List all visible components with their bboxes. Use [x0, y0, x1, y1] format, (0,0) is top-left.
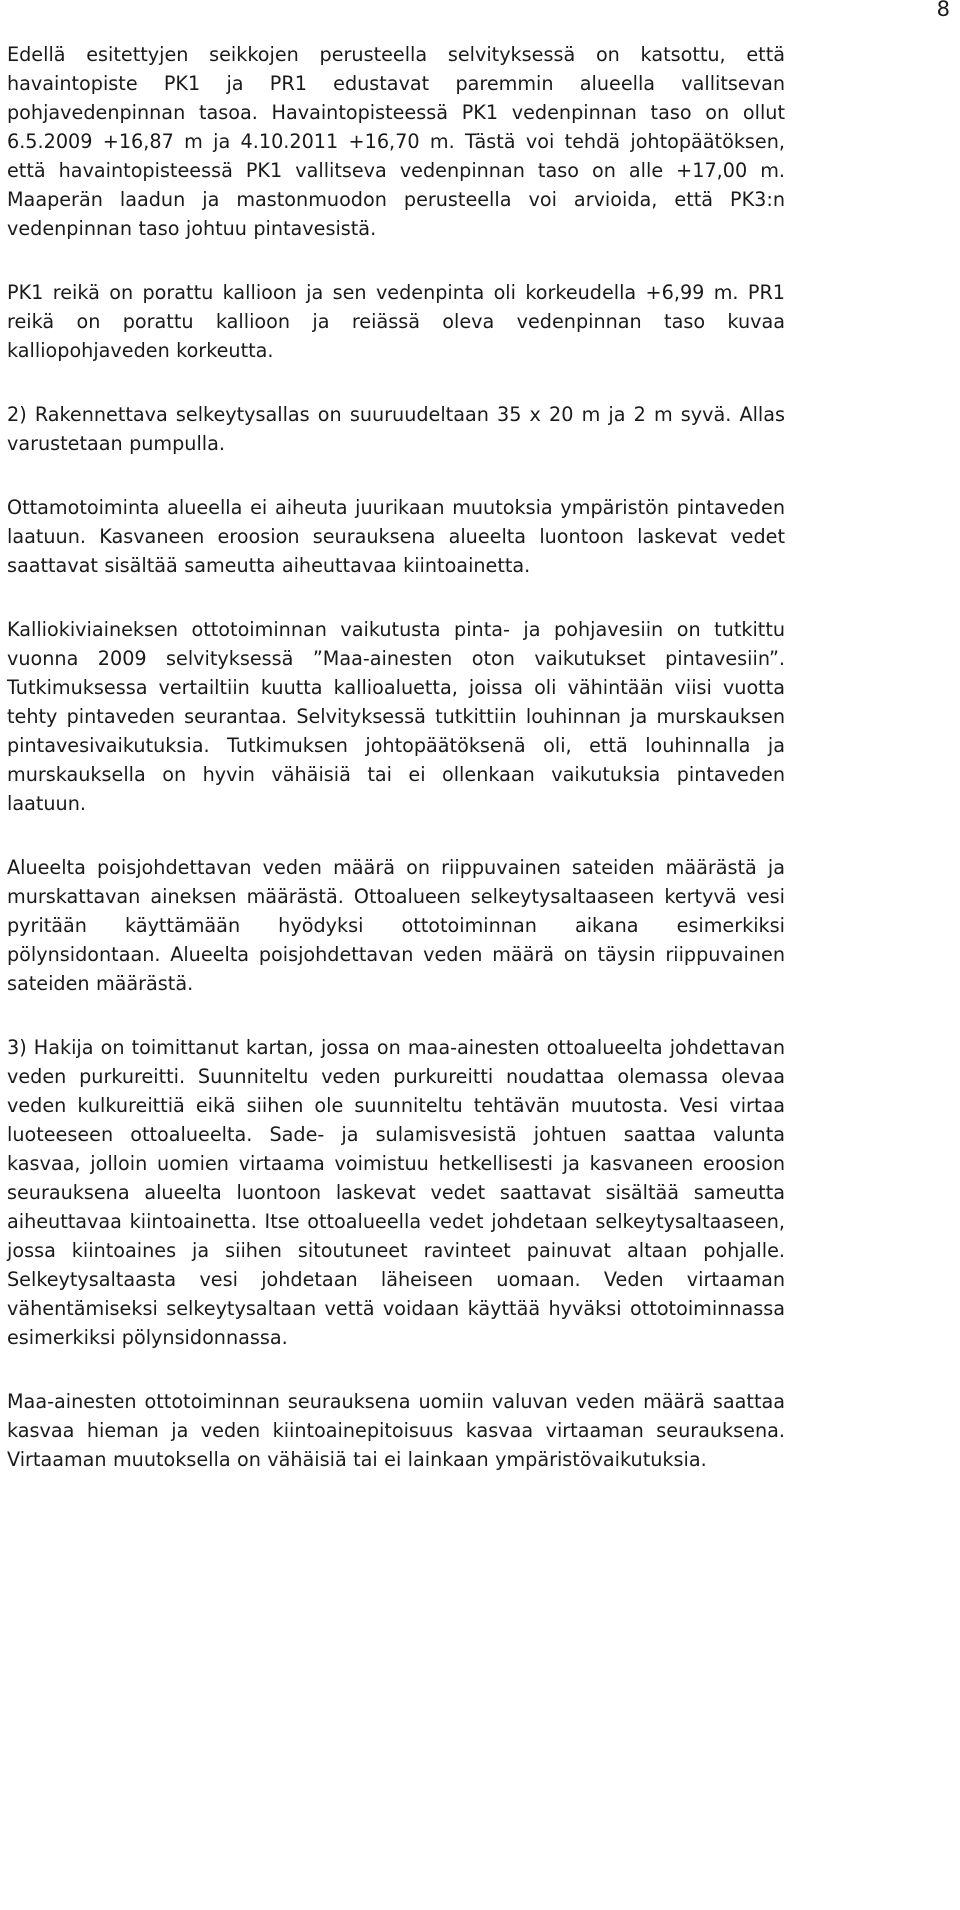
document-body [7, 40, 785, 1474]
paragraph-settling-pool: 2) Rakennettava selkeytysallas on suuruudeltaan 35 x 20 m ja 2 m syvä. Allas varustetaan pumpulla. [7, 403, 785, 455]
paragraph-study-2009: Kalliokiviaineksen ottotoiminnan vaikutusta pinta- ja pohjavesiin on tutkittu vuonna 2009 selvityksessä ”Maa-ainesten oton vaikutukset pintavesiin”. Tutkimuksessa vertailtiin kuutta kallioaluetta, joissa oli vähintään viisi vuotta tehty pintaveden seurantaa. Selvityksessä tutkittiin louhinnan ja murskauksen pintavesivaikutuksia. Tutkimuksen johtopäätöksenä oli, että louhinnalla ja murskauksella on hyvin vähäisiä tai ei ollenkaan vaikutuksia pintaveden laatuun. [7, 618, 785, 815]
paragraph-drainage-volume: Alueelta poisjohdettavan veden määrä on riippuvainen sateiden määrästä ja murskattavan aineksen määrästä. Ottoalueen selkeytysaltaaseen kertyvä vesi pyritään käyttämään hyödyksi ottotoiminnan aikana esimerkiksi pölynsidontaan. Alueelta poisjohdettavan veden määrä on täysin riippuvainen sateiden määrästä. [7, 856, 785, 995]
paragraph-flow-effects: Maa-ainesten ottotoiminnan seurauksena uomiin valuvan veden määrä saattaa kasvaa hieman ja veden kiintoainepitoisuus kasvaa virtaaman seurauksena. Virtaaman muutoksella on vähäisiä tai ei lainkaan ympäristövaikutuksia. [7, 1390, 785, 1471]
paragraph-borehole-levels: PK1 reikä on porattu kallioon ja sen vedenpinta oli korkeudella +6,99 m. PR1 reikä on porattu kallioon ja reiässä oleva vedenpinnan taso kuvaa kalliopohjaveden korkeutta. [7, 281, 785, 362]
paragraph-groundwater-level: Edellä esitettyjen seikkojen perusteella selvityksessä on katsottu, että havaintopiste PK1 ja PR1 edustavat paremmin alueella vallitsevan pohjavedenpinnan tasoa. Havaintopisteessä PK1 vedenpinnan taso on ollut 6.5.2009 +16,87 m ja 4.10.2011 +16,70 m. Tästä voi tehdä johtopäätöksen, että havaintopisteessä PK1 vallitseva vedenpinnan taso on alle +17,00 m. Maaperän laadun ja mastonmuodon perusteella voi arvioida, että PK3:n vedenpinnan taso johtuu pintavesistä. [7, 43, 785, 240]
paragraph-surface-water-impact: Ottamotoiminta alueella ei aiheuta juurikaan muutoksia ympäristön pintaveden laatuun. Kasvaneen eroosion seurauksena alueelta luontoon laskevat vedet saattavat sisältää sameutta aiheuttavaa kiintoainetta. [7, 496, 785, 577]
paragraph-discharge-route: 3) Hakija on toimittanut kartan, jossa on maa-ainesten ottoalueelta johdettavan veden purkureitti. Suunniteltu veden purkureitti noudattaa olemassa olevaa veden kulkureittiä eikä siihen ole suunniteltu tehtävän muutosta. Vesi virtaa luoteeseen ottoalueelta. Sade- ja sulamisvesistä johtuen saattaa valunta kasvaa, jolloin uomien virtaama voimistuu hetkellisesti ja kasvaneen eroosion seurauksena alueelta luontoon laskevat vedet saattavat sisältää sameutta aiheuttavaa kiintoainetta. Itse ottoalueella vedet johdetaan selkeytysaltaaseen, jossa kiintoaines ja siihen sitoutuneet ravinteet painuvat altaan pohjalle. Selkeytysaltaasta vesi johdetaan läheiseen uomaan. Veden virtaaman vähentämiseksi selkeytysaltaan vettä voidaan käyttää hyväksi ottotoiminnassa esimerkiksi pölynsidonnassa. [7, 1036, 785, 1349]
page-number: 8 [936, 0, 950, 21]
